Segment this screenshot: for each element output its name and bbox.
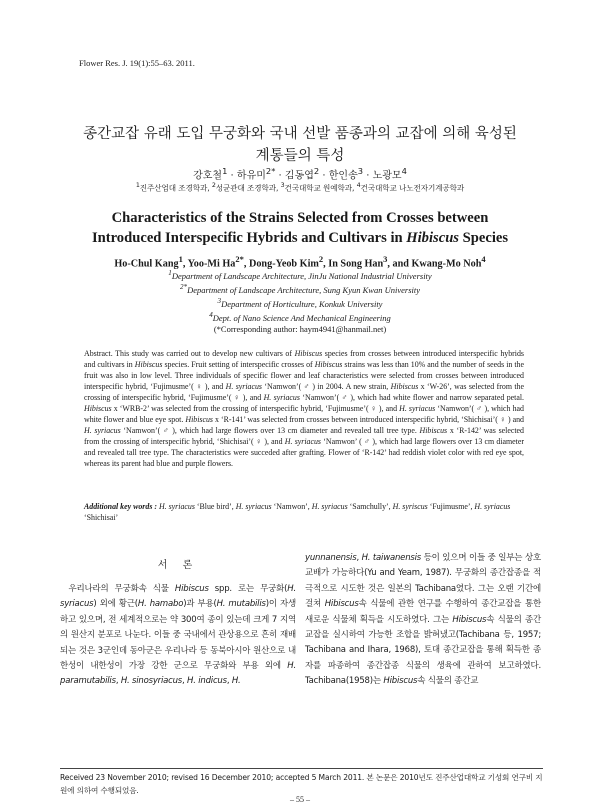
en-affil-4: Dept. of Nano Science And Mechanical Engineering bbox=[212, 312, 391, 323]
en-affil-line-2 bbox=[40, 282, 560, 296]
abstract-taxon: Hibiscus bbox=[84, 404, 112, 413]
en-affil-2: Department of Landscape Architecture, Sung Kyun Kwan University bbox=[187, 284, 420, 295]
english-title-line2 bbox=[40, 228, 560, 248]
kr-affil-sup: 1 bbox=[135, 182, 140, 189]
kr-author-1: 강호철 bbox=[193, 170, 223, 182]
kr-affil-sup: 4 bbox=[356, 182, 361, 189]
body-paragraph bbox=[60, 582, 296, 690]
page-number: – 55 – bbox=[290, 795, 310, 804]
english-title-line2-post: Species bbox=[459, 230, 509, 246]
en-affil-3: Department of Horticulture, Konkuk University bbox=[221, 298, 383, 309]
abstract-text: strains was less than 10% and the number of seeds in the fruit was also in low level. Three individuals of specific flower and leaf characteristics were selected from crosses between introduced interspecific hybrid, ‘Fujimusme’( ♀ ), and bbox=[84, 360, 525, 391]
keyword-taxon: H. syriacus bbox=[474, 502, 511, 511]
abstract-text: x ‘R-141’ was selected from crosses between introduced interspecific hybrid, ‘Shichisai’( ♀ ) and bbox=[213, 415, 525, 424]
abstract-text: x ‘R-142’ was selected from the crossing of interspecific hybrid, ‘Shichisai’( ♀ ), and bbox=[84, 426, 524, 446]
body-text: , bbox=[356, 553, 362, 563]
keywords-label: Additional key words : bbox=[84, 502, 159, 511]
body-text: , bbox=[226, 676, 232, 687]
english-title-line1: Characteristics of the Strains Selected from Crosses between bbox=[111, 210, 489, 226]
body-text: spp. 로는 무궁화( bbox=[208, 584, 288, 594]
abstract-taxon: Hibiscus bbox=[134, 360, 163, 369]
en-author-4-sup: 3 bbox=[383, 254, 388, 264]
en-author-5: Kwang-Mo Noh bbox=[411, 258, 482, 270]
body-paragraph bbox=[305, 551, 541, 690]
abstract-taxon: H. syriacus bbox=[263, 393, 300, 402]
en-author-5-sup: 4 bbox=[481, 254, 486, 264]
english-affiliations bbox=[40, 268, 560, 335]
kr-author-1-sup: 1 bbox=[222, 166, 228, 176]
body-taxon: Hibiscus bbox=[324, 599, 359, 610]
abstract-taxon: Hibiscus bbox=[185, 415, 213, 424]
kr-affil-sup: 2 bbox=[211, 182, 216, 189]
en-affil-line-4 bbox=[40, 310, 560, 324]
kr-affil-sup: 3 bbox=[280, 182, 285, 189]
abstract-text: This study was carried out to develop new cultivars of bbox=[112, 349, 295, 358]
en-affil-sup: 4 bbox=[209, 311, 213, 320]
en-affil-sup: 2* bbox=[179, 283, 188, 292]
en-author-sep: , bbox=[323, 258, 329, 270]
body-taxon: H. syriacus bbox=[60, 584, 296, 610]
kr-author-3-sup: 2 bbox=[313, 166, 320, 176]
kr-author-2-sup: 2* bbox=[265, 166, 276, 176]
kr-author-3: 김동엽 bbox=[284, 170, 314, 182]
body-text: , bbox=[182, 676, 188, 687]
kr-author-5: 노광모 bbox=[372, 170, 402, 182]
kr-author-5-sup: 4 bbox=[401, 166, 407, 176]
body-text: ) 외에 황근( bbox=[93, 599, 138, 610]
kr-affil-3: 건국대학교 원예학과, bbox=[284, 183, 357, 193]
body-taxon: H. paramutabilis bbox=[60, 661, 296, 687]
en-affil-line-3 bbox=[40, 296, 560, 310]
korean-title-line1: 종간교잡 유래 도입 무궁화와 국내 선발 품종과의 교잡에 의해 육성된 bbox=[83, 126, 517, 142]
en-author-1: Ho-Chul Kang bbox=[114, 258, 179, 270]
kr-author-4: 한인송 bbox=[328, 170, 358, 182]
body-text: 속 식물에 관한 연구를 수행하여 종간교잡을 통한 새로운 식물체 획득을 시도하였다. 그는 bbox=[305, 599, 542, 625]
korean-title-line2: 계통들의 특성 bbox=[255, 148, 345, 164]
keyword-taxon: H. syriacus bbox=[158, 502, 195, 511]
body-text: 속 식물의 종간교잡을 실시하여 가능한 조합을 밝혀냈고(Tachibana 등, 1957; Tachibana and Ihara, 1968), 토대 종간교잡을 통해 획득한 종자를 파종하여 종간잡종 식물의 생육에 관하여 보고하였다. Tachibana(1958)는 bbox=[305, 614, 541, 687]
en-author-4: In Song Han bbox=[328, 258, 384, 270]
body-taxon: H. bbox=[231, 676, 241, 687]
abstract-text: ‘Namwon’( ♂ ) in 2004. A new strain, bbox=[262, 382, 391, 391]
body-taxon: H. indicus bbox=[187, 676, 227, 687]
kr-affil-1: 진주산업대 조경학과, bbox=[139, 183, 212, 193]
additional-keywords bbox=[84, 501, 524, 523]
abstract-taxon: H. syriacus bbox=[225, 382, 263, 391]
abstract-text: species from crosses between introduced interspecific hybrids and cultivars in bbox=[84, 349, 524, 369]
journal-citation: Flower Res. J. 19(1):55–63. 2011. bbox=[79, 58, 195, 68]
abstract-text: x ‘WRB-2’ was selected from the crossing of interspecific hybrid, ‘Fujimusme’( ♀ ), and bbox=[111, 404, 400, 413]
abstract-taxon: H. syriacus bbox=[399, 404, 436, 413]
en-affil-sup: 3 bbox=[217, 297, 222, 306]
body-taxon: H. taiwanensis bbox=[361, 553, 421, 563]
abstract-taxon: Hibiscus bbox=[314, 360, 343, 369]
kr-affil-4: 건국대학교 나노전자기계공학과 bbox=[360, 183, 465, 193]
body-text: )과 부용( bbox=[183, 599, 217, 610]
body-text: 등이 있으며 이들 중 일부는 상호교배가 가능하다(Yu and Yeam, 1987). 무궁화의 종간잡종을 적극적으로 시도한 것은 일본의 Tachibana였다. 그는 오랜 기간에 걸쳐 bbox=[305, 553, 541, 610]
keyword-taxon: H. syriscus bbox=[392, 502, 428, 511]
keyword-taxon: H. syriacus bbox=[311, 502, 348, 511]
korean-authors bbox=[60, 166, 540, 181]
english-title-genus: Hibiscus bbox=[406, 230, 459, 246]
keyword-text: ‘Shichisai’ bbox=[84, 513, 119, 522]
body-taxon: Hibiscus bbox=[174, 584, 209, 594]
keyword-taxon: H. syriacus bbox=[235, 502, 272, 511]
kr-affil-2: 성균관대 조경학과, bbox=[215, 183, 281, 193]
body-taxon: Hibiscus bbox=[383, 676, 418, 687]
abstract-text: species. Fruit setting of interspecific crosses of bbox=[162, 360, 315, 369]
abstract-taxon: Hibiscus bbox=[390, 382, 419, 391]
abstract-text: ‘Namwon’( ♂ ), which had large flowers over 13 cm diameter and revealed tall tree type. bbox=[120, 426, 420, 435]
en-author-sep: , bbox=[182, 258, 188, 270]
abstract-label: Abstract. bbox=[84, 349, 113, 358]
korean-title bbox=[60, 123, 540, 167]
en-author-2-sup: 2* bbox=[235, 254, 244, 264]
keyword-text: ‘Namwon’, bbox=[271, 502, 312, 511]
en-author-3-sup: 2 bbox=[318, 254, 324, 264]
kr-author-sep: · bbox=[319, 170, 329, 182]
body-taxon: H. mutabilis bbox=[216, 599, 266, 610]
kr-author-sep: · bbox=[275, 170, 285, 182]
en-author-1-sup: 1 bbox=[178, 254, 183, 264]
en-author-2: Yoo-Mi Ha bbox=[187, 258, 236, 270]
en-affil-line-1 bbox=[40, 268, 560, 282]
kr-author-sep: · bbox=[363, 170, 373, 182]
received-footnote: Received 23 November 2010; revised 16 December 2010; accepted 5 March 2011. 본 논문은 2010년도 진주산업대학교 기성회 연구비 지원에 의하여 수행되었음. bbox=[60, 773, 543, 795]
keyword-text: ‘Blue bird’, bbox=[194, 502, 236, 511]
body-taxon: yunnanensis bbox=[305, 553, 357, 563]
body-text: )이 자생하고 있으며, 전 세계적으로는 약 300여 종이 있는데 크게 7 지역의 원산지 분포로 나눈다. 이들 중 국내에서 관상용으로 흔히 재배되는 것은 3군인데 동아군은 우리나라 등 동북아시아 원산으로 내한성이 내한성이 가장 강한 군으로 무궁화와 부용 외에 bbox=[60, 599, 296, 672]
en-author-3: Dong-Yeob Kim bbox=[248, 258, 319, 270]
abstract-text: x ‘W-26’, was selected from the crossing of interspecific hybrid, ‘Fujimusme’( ♀ ), and bbox=[84, 382, 524, 402]
body-taxon: H. sinosyriacus bbox=[120, 676, 183, 687]
en-author-sep: , bbox=[243, 258, 249, 270]
abstract-text: ‘Namwon’( ♂ ), which had white flower and narrow separated petal. bbox=[299, 393, 525, 402]
body-text: 우리나라의 무궁화속 식물 bbox=[68, 584, 175, 594]
body-text: , bbox=[115, 676, 121, 687]
kr-author-2: 하유미 bbox=[236, 170, 266, 182]
kr-author-4-sup: 3 bbox=[357, 166, 364, 176]
kr-author-sep: · bbox=[227, 170, 237, 182]
abstract-taxon: H. syriacus bbox=[84, 426, 121, 435]
english-title-line2-pre: Introduced Interspecific Hybrids and Cultivars in bbox=[91, 230, 407, 246]
korean-affiliations bbox=[40, 182, 560, 194]
en-affil-sup: 1 bbox=[168, 269, 172, 277]
keyword-text: ‘Fujimusme’, bbox=[427, 502, 475, 511]
abstract-text: ‘Namwon’ ( ♂ ), which had large flowers over 13 cm diameter and revealed tall tree type. The characteristics were succeded after grafting. Flower of ‘R-142’ had reddish violet color with red eye spot, whereas its parent had blue and purple flowers. bbox=[84, 437, 524, 468]
keyword-text: ‘Samchully’, bbox=[347, 502, 393, 511]
abstract-taxon: Hibiscus bbox=[294, 349, 323, 358]
body-taxon: H. hamabo bbox=[137, 599, 184, 610]
en-affil-1: Department of Landscape Architecture, JinJu National Industrial University bbox=[171, 270, 432, 281]
body-text: 속 식물의 종간교 bbox=[417, 676, 479, 687]
corresponding-author: (*Corresponding author: haym4941@hanmail.net) bbox=[213, 324, 387, 335]
body-taxon: Hibiscus bbox=[452, 614, 487, 625]
english-title bbox=[40, 208, 560, 248]
footnote-divider bbox=[60, 768, 543, 769]
abstract-taxon: H. syriacus bbox=[284, 437, 322, 446]
en-author-and: , and bbox=[387, 258, 412, 270]
section-heading-introduction: 서 론 bbox=[157, 560, 199, 571]
abstract-taxon: Hibiscus bbox=[419, 426, 448, 435]
abstract-text: ‘Namwon’( ♂ ), which had white flower and blue eye spot. bbox=[84, 404, 524, 424]
abstract bbox=[84, 348, 524, 469]
body-left-column bbox=[60, 582, 296, 690]
body-right-column bbox=[305, 551, 541, 690]
